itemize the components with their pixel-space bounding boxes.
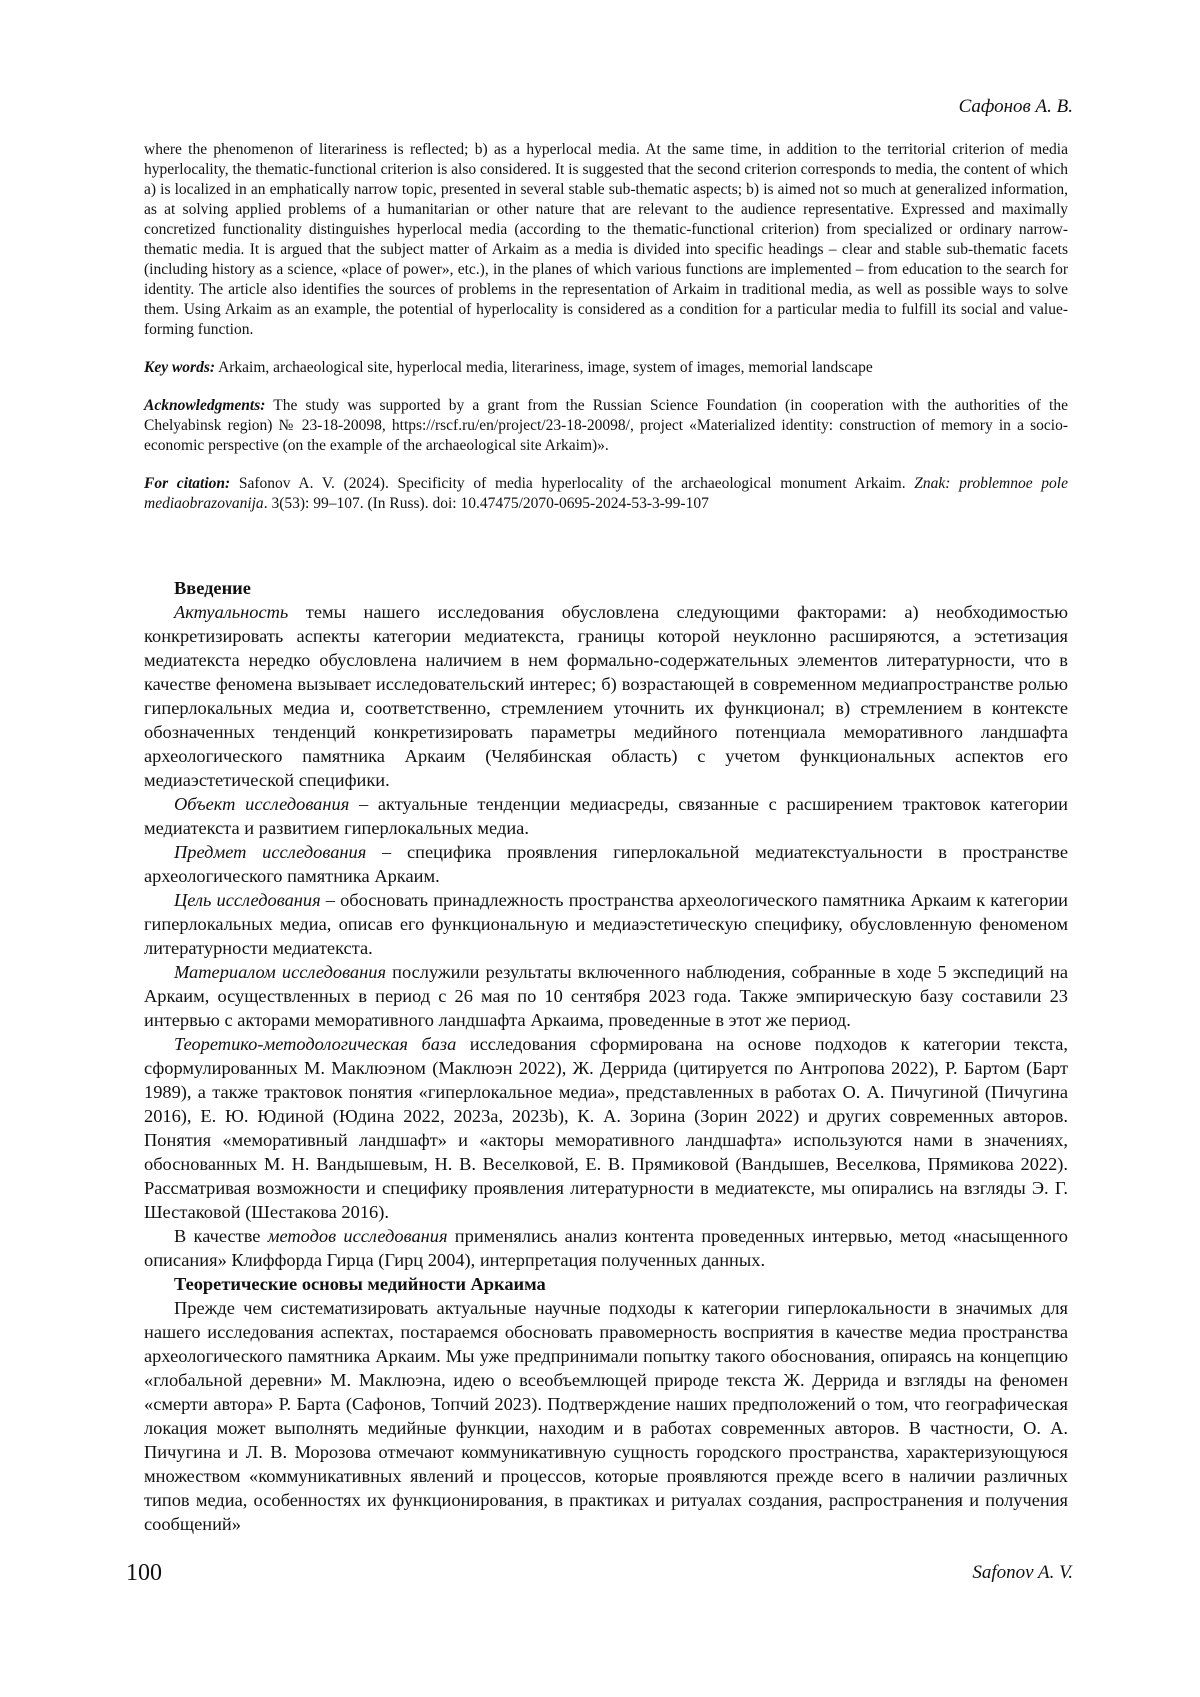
section-heading-introduction: Введение — [174, 578, 251, 598]
keywords — [144, 358, 1068, 378]
paragraph-text: – специфика проявления гиперлокальной медиатекстуальности в пространстве археологического памятника Аркаим. — [144, 842, 1068, 886]
citation-text: Safonov A. V. (2024). Specificity of media hyperlocality of the archaeological monument Arkaim. — [230, 475, 915, 492]
term-relevance: Актуальность — [174, 602, 289, 622]
keywords-text: Arkaim, archaeological site, hyperlocal media, literariness, image, system of images, memorial landscape — [215, 359, 873, 376]
paragraph-object — [144, 792, 1068, 840]
paragraph-theory: Прежде чем систематизировать актуальные научные подходы к категории гиперлокальности в значимых для нашего исследования аспектах, постараемся обосновать правомерность восприятия в качестве медиа пространства археологического памятника Аркаим. Мы уже предпринимали попытку такого обоснования, опираясь на концепцию «глобальной деревни» М. Маклюэна, идею о всеобъемлющей природе текста Ж. Деррида и взгляды на феномен «смерти автора» Р. Барта (Сафонов, Топчий 2023). Подтверждение наших предположений о том, что географическая локация может выполнять медийные функции, находим и в работах современных авторов. В частности, О. А. Пичугина и Л. В. Морозова отмечают коммуникативную сущность городского пространства, характеризующуюся множеством «коммуникативных явлений и процессов, которые проявляются прежде всего в наличии различных типов медиа, особенностях их функционирования, в практиках и ритуалах создания, распространения и получения сообщений» — [144, 1298, 1068, 1534]
paragraph-material — [144, 960, 1068, 1032]
page-number: 100 — [126, 1560, 162, 1586]
paragraph-methods — [144, 1224, 1068, 1272]
paragraph-text: темы нашего исследования обусловлена следующими факторами: а) необходимостью конкретизировать аспекты категории медиатекста, границы которой неуклонно расширяются, а эстетизация медиатекста нередко обусловлена наличием в нем формально-содержательных элементов литературности, что в качестве феномена вызывает исследовательский интерес; б) возрастающей в современном медиапространстве ролью гиперлокальных медиа и, соответственно, стремлением уточнить их функционал; в) стремлением в контексте обозначенных тенденций конкретизировать параметры медийного потенциала меморативного ландшафта археологического памятника Аркаим (Челябинская область) с учетом функциональных аспектов его медиаэстетической специфики. — [144, 602, 1068, 790]
running-footer-author: Safonov A. V. — [972, 1562, 1073, 1583]
section-heading-theory: Теоретические основы медийности Аркаима — [174, 1274, 546, 1294]
acknowledgments — [144, 396, 1068, 456]
citation — [144, 474, 1068, 514]
paragraph-text: – обосновать принадлежность пространства археологического памятника Аркаим к категории гиперлокальных медиа, описав его функциональную и медиаэстетическую специфику, обусловленную феноменом литературности медиатекста. — [144, 890, 1068, 958]
paragraph-subject — [144, 840, 1068, 888]
paragraph-text: – актуальные тенденции медиасреды, связанные с расширением трактовок категории медиатекста и развитием гиперлокальных медиа. — [144, 794, 1068, 838]
term-material: Материалом исследования — [174, 962, 386, 982]
keywords-label: Key words: — [144, 359, 216, 376]
term-goal: Цель исследования — [174, 890, 321, 910]
paragraph-relevance — [144, 600, 1068, 792]
term-subject: Предмет исследования — [174, 842, 367, 862]
citation-journal: Znak: problemnoe pole mediaobrazovanija — [144, 475, 1068, 512]
paragraph-text: применялись анализ контента проведенных интервью, метод «насыщенного описания» Клиффорда Гирца (Гирц 2004), интерпретация полученных данных. — [144, 1226, 1068, 1270]
main-body — [144, 576, 1068, 1536]
abstract-text: where the phenomenon of literariness is reflected; b) as a hyperlocal media. At the same time, in addition to the territorial criterion of media hyperlocality, the thematic-functional criterion is also considered. It is suggested that the second criterion corresponds to media, the content of which a) is localized in an emphatically narrow topic, presented in several stable sub-thematic aspects; b) is aimed not so much at generalized information, as at solving applied problems of a humanitarian or other nature that are relevant to the audience representative. Expressed and maximally concretized functionality distinguishes hyperlocal media (according to the thematic-functional criterion) from specialized or ordinary narrow-thematic media. It is argued that the subject matter of Arkaim as a media is divided into specific headings – clear and stable sub-thematic facets (including history as a science, «place of power», etc.), in the planes of which various functions are implemented – from education to the search for identity. The article also identifies the sources of problems in the representation of Arkaim in traditional media, as well as possible ways to solve them. Using Arkaim as an example, the potential of hyperlocality is considered as a condition for a particular media to fulfill its social and value-forming function. — [144, 141, 1068, 338]
acknowledgments-label: Acknowledgments: — [144, 397, 266, 414]
paragraph-text: послужили результаты включенного наблюдения, собранные в ходе 5 экспедиций на Аркаим, осуществленных в период с 26 мая по 10 сентября 2023 года. Также эмпирическую базу составили 23 интервью с акторами меморативного ландшафта Аркаима, проведенные в этот же период. — [144, 962, 1068, 1030]
paragraph-text: В качестве — [174, 1226, 268, 1246]
term-methods: методов исследования — [267, 1226, 448, 1246]
term-object: Объект исследования — [174, 794, 350, 814]
running-header-author: Сафонов А. В. — [958, 96, 1073, 117]
paragraph-goal — [144, 888, 1068, 960]
acknowledgments-text: The study was supported by a grant from the Russian Science Foundation (in cooperation with the authorities of the Chelyabinsk region) № 23-18-20098, https://rscf.ru/en/project/23-18-20098/, project «Materialized identity: construction of memory in a socio-economic perspective (on the example of the archaeological site Arkaim)». — [144, 397, 1068, 454]
citation-label: For citation: — [144, 475, 231, 492]
paragraph-text: исследования сформирована на основе подходов к категории текста, сформулированных М. Маклюэном (Маклюэн 2022), Ж. Деррида (цитируется по Антропова 2022), Р. Бартом (Барт 1989), а также трактовок понятия «гиперлокальное медиа», представленных в работах О. А. Пичугиной (Пичугина 2016), Е. Ю. Юдиной (Юдина 2022, 2023a, 2023b), К. А. Зорина (Зорин 2022) и других современных авторов. Понятия «меморативный ландшафт» и «акторы меморативного ландшафта» используются нами в значениях, обоснованных М. Н. Вандышевым, Н. В. Веселковой, Е. В. Прямиковой (Вандышев, Веселкова, Прямикова 2022). Рассматривая возможности и специфику проявления литературности в медиатексте, мы опирались на взгляды Э. Г. Шестаковой (Шестакова 2016). — [144, 1034, 1068, 1222]
term-methodology: Теоретико-методологическая база — [174, 1034, 457, 1054]
abstract-section — [144, 140, 1068, 532]
citation-tail: . 3(53): 99–107. (In Russ). doi: 10.47475/2070-0695-2024-53-3-99-107 — [263, 495, 709, 512]
paragraph-methodology — [144, 1032, 1068, 1224]
